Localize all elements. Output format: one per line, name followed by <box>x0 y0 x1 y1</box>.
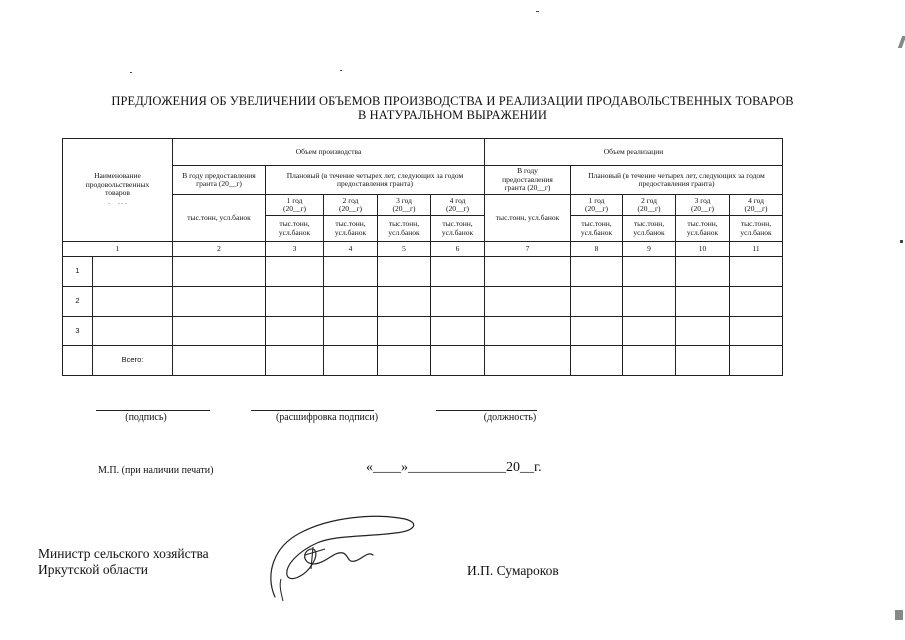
table-cell[interactable] <box>173 257 266 287</box>
column-number: 1 <box>63 242 173 257</box>
header-production-planned: Плановый (в течение четырех лет, следующих за годом предоставления гранта) <box>266 166 485 195</box>
table-cell[interactable] <box>431 346 485 376</box>
total-label: Всего: <box>93 346 173 376</box>
header-production-year3-unit: тыс.тонн, усл.банок <box>378 216 431 242</box>
table-row <box>63 287 783 317</box>
header-production-unit: тыс.тонн, усл.банок <box>173 195 266 242</box>
decoding-line <box>251 410 374 411</box>
minister-name: И.П. Сумароков <box>467 563 559 578</box>
column-number: 4 <box>324 242 378 257</box>
document-title <box>0 94 905 122</box>
minister-title <box>38 546 209 578</box>
title-line-2: В НАТУРАЛЬНОМ ВЫРАЖЕНИИ <box>357 108 548 122</box>
header-sales-planned: Плановый (в течение четырех лет, следующих за годом предоставления гранта) <box>571 166 783 195</box>
table-cell[interactable] <box>93 287 173 317</box>
scan-speck <box>900 240 903 243</box>
table-cell[interactable] <box>378 287 431 317</box>
table-row <box>63 257 783 287</box>
header-sales-unit: тыс.тонн, усл.банок <box>485 195 571 242</box>
table-cell[interactable] <box>173 317 266 346</box>
header-production: Объем производства <box>173 139 485 166</box>
stamp-note: М.П. (при наличии печати) <box>98 465 214 476</box>
table-cell[interactable] <box>730 317 783 346</box>
table-cell[interactable] <box>324 346 378 376</box>
table-cell[interactable] <box>623 317 676 346</box>
data-table <box>62 138 783 376</box>
signature-line <box>96 410 210 411</box>
table-row <box>63 317 783 346</box>
table-cell[interactable] <box>378 346 431 376</box>
scan-speck <box>895 610 903 620</box>
row-number: 2 <box>63 287 93 317</box>
header-sales-year3: 3 год (20__г) <box>676 195 730 216</box>
header-production-grant-year: В году предоставления гранта (20__г) <box>173 166 266 195</box>
row-number: 1 <box>63 257 93 287</box>
header-sales-year2-unit: тыс.тонн, усл.банок <box>623 216 676 242</box>
table-cell[interactable] <box>485 287 571 317</box>
table-cell[interactable] <box>571 346 623 376</box>
table-cell[interactable] <box>676 317 730 346</box>
total-empty-cell <box>63 346 93 376</box>
header-sales-year4: 4 год (20__г) <box>730 195 783 216</box>
table-cell[interactable] <box>324 287 378 317</box>
header-sales-year4-unit: тыс.тонн, усл.банок <box>730 216 783 242</box>
table-cell[interactable] <box>485 317 571 346</box>
column-number-row <box>63 242 783 257</box>
table-cell[interactable] <box>173 287 266 317</box>
minister-title-line-2: Иркутской области <box>38 562 149 577</box>
table-cell[interactable] <box>676 346 730 376</box>
table-cell[interactable] <box>676 257 730 287</box>
table-cell[interactable] <box>431 287 485 317</box>
scan-speck <box>340 70 342 71</box>
header-sales-year1: 1 год (20__г) <box>571 195 623 216</box>
minister-title-line-1: Министр сельского хозяйства <box>38 546 209 561</box>
header-sales-year2: 2 год (20__г) <box>623 195 676 216</box>
scan-speck <box>898 36 905 48</box>
table-cell[interactable] <box>431 257 485 287</box>
decoding-caption: (расшифровка подписи) <box>275 412 379 423</box>
signature-caption: (подпись) <box>125 412 167 423</box>
column-number: 11 <box>730 242 783 257</box>
table-cell[interactable] <box>431 317 485 346</box>
header-sales-year1-unit: тыс.тонн, усл.банок <box>571 216 623 242</box>
scan-speck <box>130 72 132 73</box>
column-number: 3 <box>266 242 324 257</box>
table-cell[interactable] <box>623 287 676 317</box>
header-production-year1: 1 год (20__г) <box>266 195 324 216</box>
table-cell[interactable] <box>571 317 623 346</box>
header-production-year3: 3 год (20__г) <box>378 195 431 216</box>
table-cell[interactable] <box>730 257 783 287</box>
table-cell[interactable] <box>324 317 378 346</box>
column-number: 6 <box>431 242 485 257</box>
column-number: 2 <box>173 242 266 257</box>
table-cell[interactable] <box>173 346 266 376</box>
header-production-year1-unit: тыс.тонн, усл.банок <box>266 216 324 242</box>
table-cell[interactable] <box>266 257 324 287</box>
table-cell[interactable] <box>324 257 378 287</box>
column-number: 9 <box>623 242 676 257</box>
table-cell[interactable] <box>730 287 783 317</box>
header-sales-grant-year: В году предоставления гранта (20__г) <box>485 166 571 195</box>
total-row <box>63 346 783 376</box>
column-number: 10 <box>676 242 730 257</box>
table-cell[interactable] <box>571 287 623 317</box>
table-cell[interactable] <box>266 346 324 376</box>
date-line: «____»______________20__г. <box>366 460 542 475</box>
table-cell[interactable] <box>93 257 173 287</box>
table-cell[interactable] <box>93 317 173 346</box>
table-cell[interactable] <box>378 317 431 346</box>
table-cell[interactable] <box>623 257 676 287</box>
table-cell[interactable] <box>266 287 324 317</box>
row-number: 3 <box>63 317 93 346</box>
header-sales: Объем реализации <box>485 139 783 166</box>
table-cell[interactable] <box>623 346 676 376</box>
table-cell[interactable] <box>676 287 730 317</box>
header-production-year2-unit: тыс.тонн, усл.банок <box>324 216 378 242</box>
scan-speck <box>536 11 539 12</box>
position-line <box>436 410 537 411</box>
table-cell[interactable] <box>571 257 623 287</box>
handwritten-signature <box>255 505 435 605</box>
table-cell[interactable] <box>485 257 571 287</box>
header-production-year4-unit: тыс.тонн, усл.банок <box>431 216 485 242</box>
column-number: 5 <box>378 242 431 257</box>
table-cell[interactable] <box>730 346 783 376</box>
position-caption: (должность) <box>483 412 537 423</box>
column-number: 7 <box>485 242 571 257</box>
table-cell[interactable] <box>485 346 571 376</box>
header-sales-year3-unit: тыс.тонн, усл.банок <box>676 216 730 242</box>
header-production-year2: 2 год (20__г) <box>324 195 378 216</box>
table-cell[interactable] <box>266 317 324 346</box>
column-number: 8 <box>571 242 623 257</box>
title-line-1: ПРЕДЛОЖЕНИЯ ОБ УВЕЛИЧЕНИИ ОБЪЕМОВ ПРОИЗВОДСТВА И РЕАЛИЗАЦИИ ПРОДАВОЛЬСТВЕННЫХ ТОВАРОВ <box>111 94 794 108</box>
header-production-year4: 4 год (20__г) <box>431 195 485 216</box>
header-product-name: Наименование продовольственных товаров - - - - <box>63 139 173 242</box>
table-cell[interactable] <box>378 257 431 287</box>
